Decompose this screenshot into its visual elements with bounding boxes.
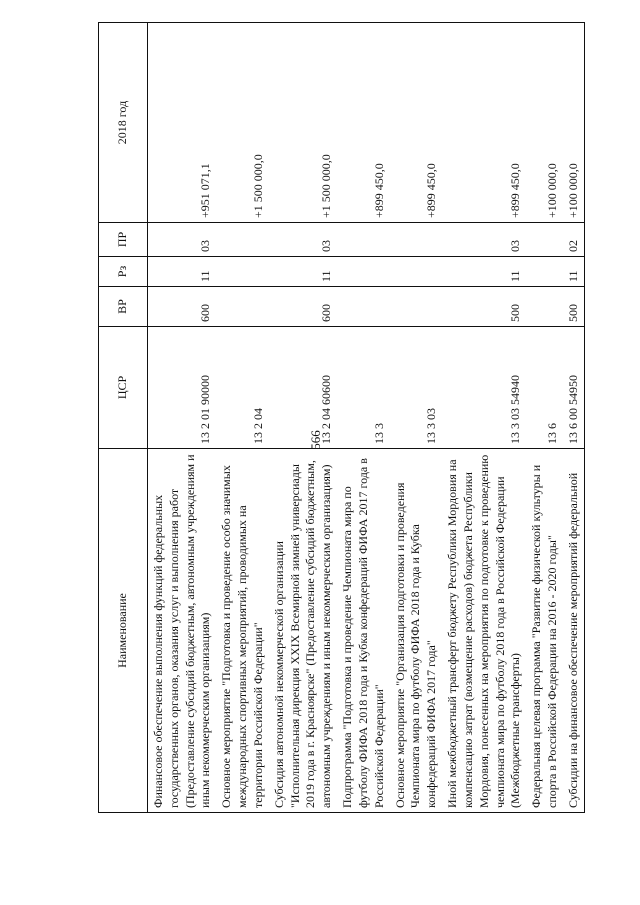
row-name: Основное мероприятие "Подготовка и проведение особо значимых международных спортивных мероприятий, проводимых на территории Российской Федерации" bbox=[216, 449, 268, 813]
row-name: Основное мероприятие "Организация подготовки и проведения Чемпионата мира по футболу ФИФА 2018 года и Кубка конфедераций ФИФА 2017 года" bbox=[390, 449, 442, 813]
row-pr bbox=[526, 223, 563, 257]
row-csr: 13 6 00 54950 bbox=[563, 327, 584, 449]
table-row bbox=[337, 23, 389, 813]
row-amount: +951 071,1 bbox=[148, 23, 217, 223]
table-row bbox=[526, 23, 563, 813]
row-pr bbox=[216, 223, 268, 257]
page-number: 566 bbox=[308, 430, 323, 450]
row-csr: 13 2 01 90000 bbox=[148, 327, 217, 449]
row-amount: +899 450,0 bbox=[390, 23, 442, 223]
table-row bbox=[390, 23, 442, 813]
table-row bbox=[563, 23, 584, 813]
row-amount: +1 500 000,0 bbox=[269, 23, 337, 223]
header-vr: ВР bbox=[99, 287, 148, 327]
row-vr bbox=[526, 287, 563, 327]
row-vr bbox=[390, 287, 442, 327]
row-amount: +100 000,0 bbox=[526, 23, 563, 223]
row-rz: 11 bbox=[442, 257, 526, 287]
row-name: Федеральная целевая программа "Развитие физической культуры и спорта в Российской Федерации на 2016 - 2020 годы" bbox=[526, 449, 563, 813]
row-pr bbox=[390, 223, 442, 257]
row-csr: 13 6 bbox=[526, 327, 563, 449]
row-rz bbox=[216, 257, 268, 287]
row-csr: 13 3 03 bbox=[390, 327, 442, 449]
row-rz: 11 bbox=[148, 257, 217, 287]
row-csr: 13 3 bbox=[337, 327, 389, 449]
row-rz: 11 bbox=[563, 257, 584, 287]
row-name: Субсидии на финансовое обеспечение мероприятий федеральной bbox=[563, 449, 584, 813]
row-amount: +899 450,0 bbox=[442, 23, 526, 223]
row-csr: 13 2 04 60600 bbox=[269, 327, 337, 449]
row-vr: 600 bbox=[148, 287, 217, 327]
row-name: Субсидия автономной некоммерческой организации "Исполнительная дирекция XXIX Всемирной зимней универсиады 2019 года в г. Красноярске" (Предоставление субсидий бюджетным, автономным учреждениям и иным некоммерческим организациям) bbox=[269, 449, 337, 813]
row-amount: +1 500 000,0 bbox=[216, 23, 268, 223]
row-name: Подпрограмма "Подготовка и проведение Чемпионата мира по футболу ФИФА 2018 года и Кубка конфедераций ФИФА 2017 года в Российской Федерации" bbox=[337, 449, 389, 813]
header-rz: Рз bbox=[99, 257, 148, 287]
row-rz bbox=[390, 257, 442, 287]
row-name: Иной межбюджетный трансферт бюджету Республики Мордовия на компенсацию затрат (возмещение расходов) бюджета Республики Мордовия, понесенных на мероприятия по подготовке к проведению чемпионата мира по футболу 2018 года в Российской Федерации (Межбюджетные трансферты) bbox=[442, 449, 526, 813]
row-vr bbox=[216, 287, 268, 327]
row-amount: +899 450,0 bbox=[337, 23, 389, 223]
row-pr: 03 bbox=[442, 223, 526, 257]
row-vr: 600 bbox=[269, 287, 337, 327]
row-vr: 500 bbox=[563, 287, 584, 327]
header-pr: ПР bbox=[99, 223, 148, 257]
row-rz: 11 bbox=[269, 257, 337, 287]
row-vr: 500 bbox=[442, 287, 526, 327]
header-csr: ЦСР bbox=[99, 327, 148, 449]
row-pr: 03 bbox=[148, 223, 217, 257]
header-amount: 2018 год bbox=[99, 23, 148, 223]
row-pr: 02 bbox=[563, 223, 584, 257]
table-header-row bbox=[99, 23, 148, 813]
table-row bbox=[442, 23, 526, 813]
table-row bbox=[216, 23, 268, 813]
table-row bbox=[269, 23, 337, 813]
row-rz bbox=[526, 257, 563, 287]
table-row bbox=[148, 23, 217, 813]
row-rz bbox=[337, 257, 389, 287]
row-pr: 03 bbox=[269, 223, 337, 257]
budget-table bbox=[98, 22, 585, 813]
row-csr: 13 3 03 54940 bbox=[442, 327, 526, 449]
row-vr bbox=[337, 287, 389, 327]
row-name: Финансовое обеспечение выполнения функций федеральных государственных органов, оказания услуг и выполнения работ (Предоставление субсидий бюджетным, автономным учреждениям и иным некоммерческим организациям) bbox=[148, 449, 217, 813]
header-name: Наименование bbox=[99, 449, 148, 813]
row-amount: +100 000,0 bbox=[563, 23, 584, 223]
row-csr: 13 2 04 bbox=[216, 327, 268, 449]
row-pr bbox=[337, 223, 389, 257]
